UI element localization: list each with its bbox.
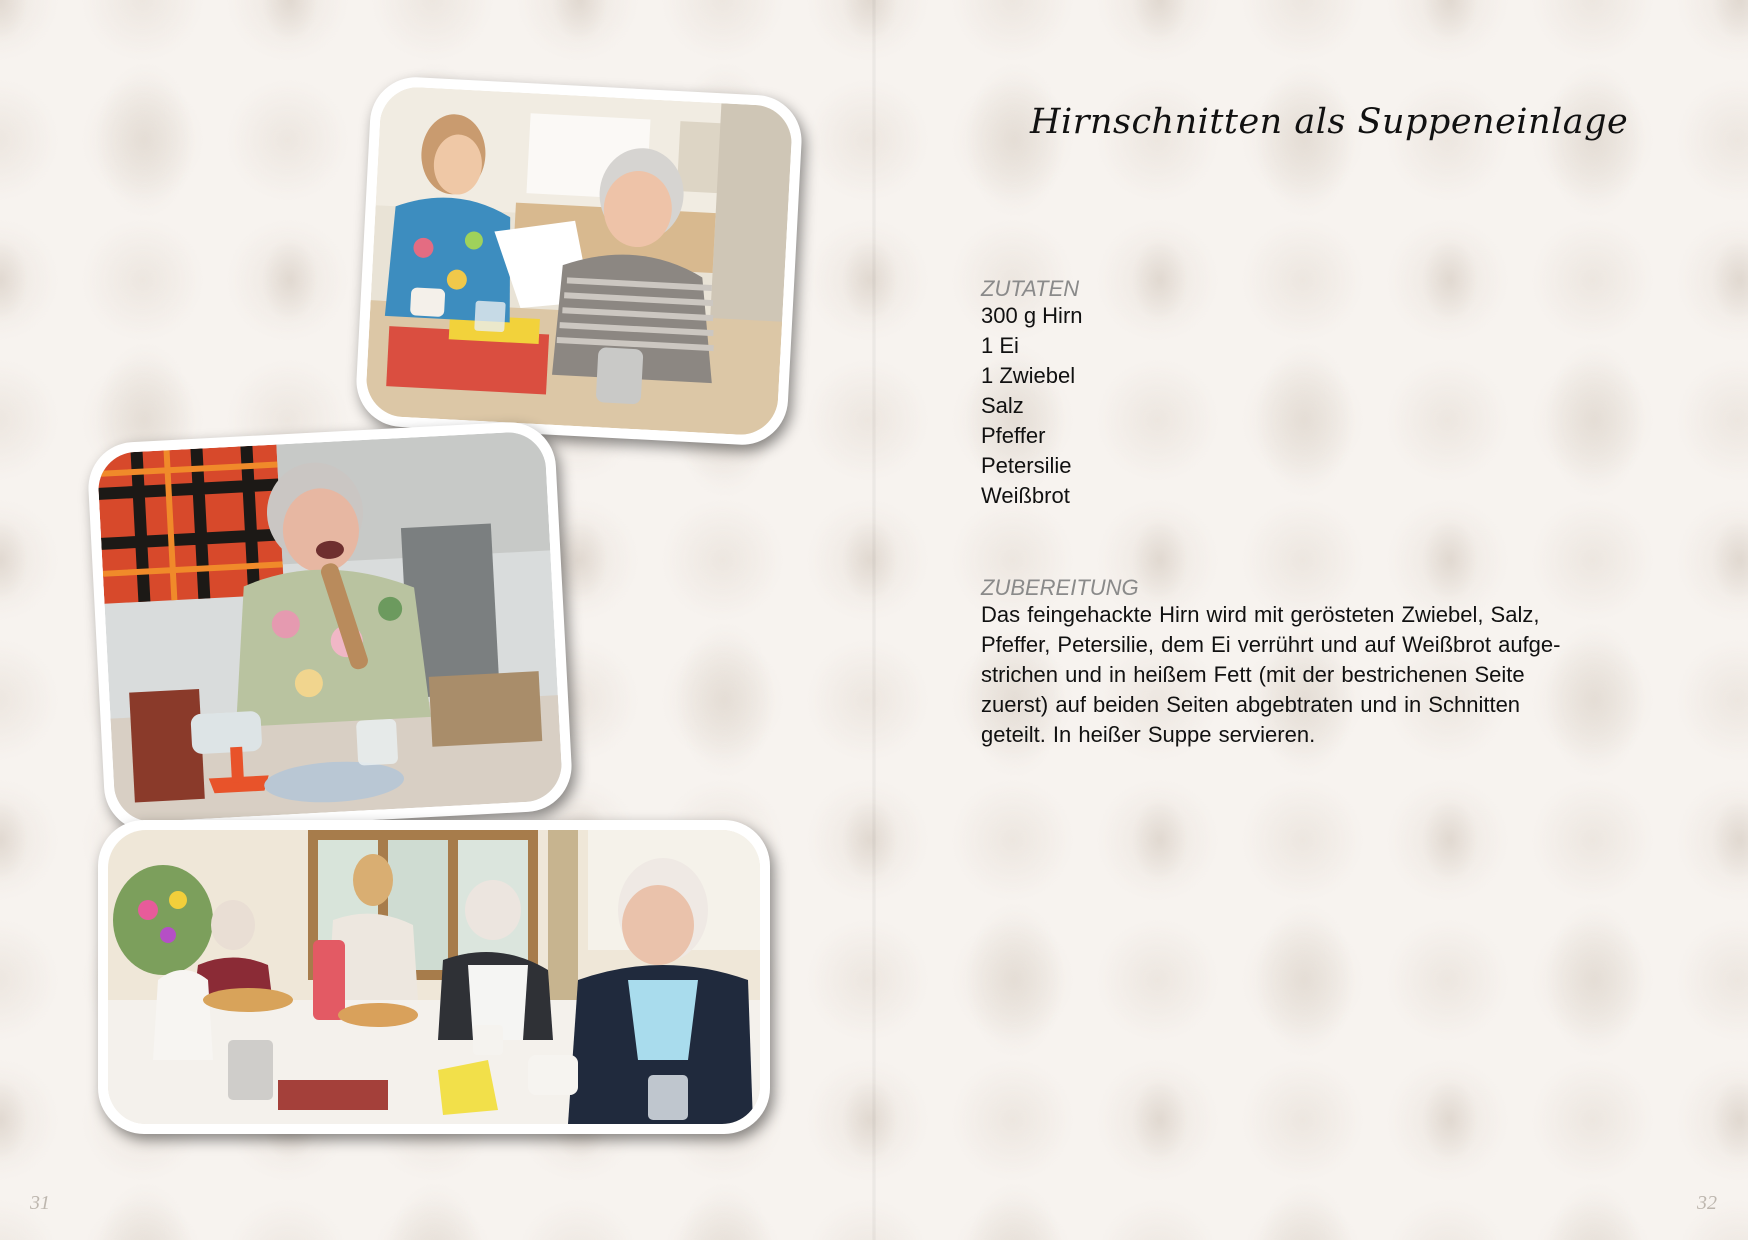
ingredient-item: 1 Zwiebel xyxy=(981,363,1076,388)
preparation-line: strichen und in heißem Fett (mit der bestrichenen Seite xyxy=(981,662,1525,687)
preparation-text xyxy=(981,600,1613,750)
page-number-right: 32 xyxy=(1697,1192,1717,1214)
photo-laughing-woman xyxy=(86,420,574,834)
photo-group-at-table xyxy=(98,820,770,1134)
preparation-heading: ZUBEREITUNG xyxy=(981,575,1139,600)
preparation-line: Pfeffer, Petersilie, dem Ei verrührt und auf Weißbrot aufge- xyxy=(981,632,1561,657)
ingredients-heading: ZUTATEN xyxy=(981,276,1080,301)
photo-reading-together xyxy=(354,75,804,447)
recipe-title: Hirnschnitten als Suppeneinlage xyxy=(1030,102,1629,142)
ingredient-item: Weißbrot xyxy=(981,483,1070,508)
preparation-line: zuerst) auf beiden Seiten abgebtraten und in Schnitten xyxy=(981,692,1521,717)
ingredient-item: 1 Ei xyxy=(981,333,1019,358)
ingredient-item: Pfeffer xyxy=(981,423,1046,448)
page-number-left: 31 xyxy=(30,1192,50,1214)
book-spine xyxy=(872,0,876,1240)
preparation-line: geteilt. In heißer Suppe servieren. xyxy=(981,722,1316,747)
ingredient-item: 300 g Hirn xyxy=(981,303,1083,328)
ingredient-item: Petersilie xyxy=(981,453,1072,478)
ingredients-list xyxy=(981,301,1083,511)
preparation-line: Das feingehackte Hirn wird mit gerösteten Zwiebel, Salz, xyxy=(981,602,1540,627)
ingredient-item: Salz xyxy=(981,393,1024,418)
